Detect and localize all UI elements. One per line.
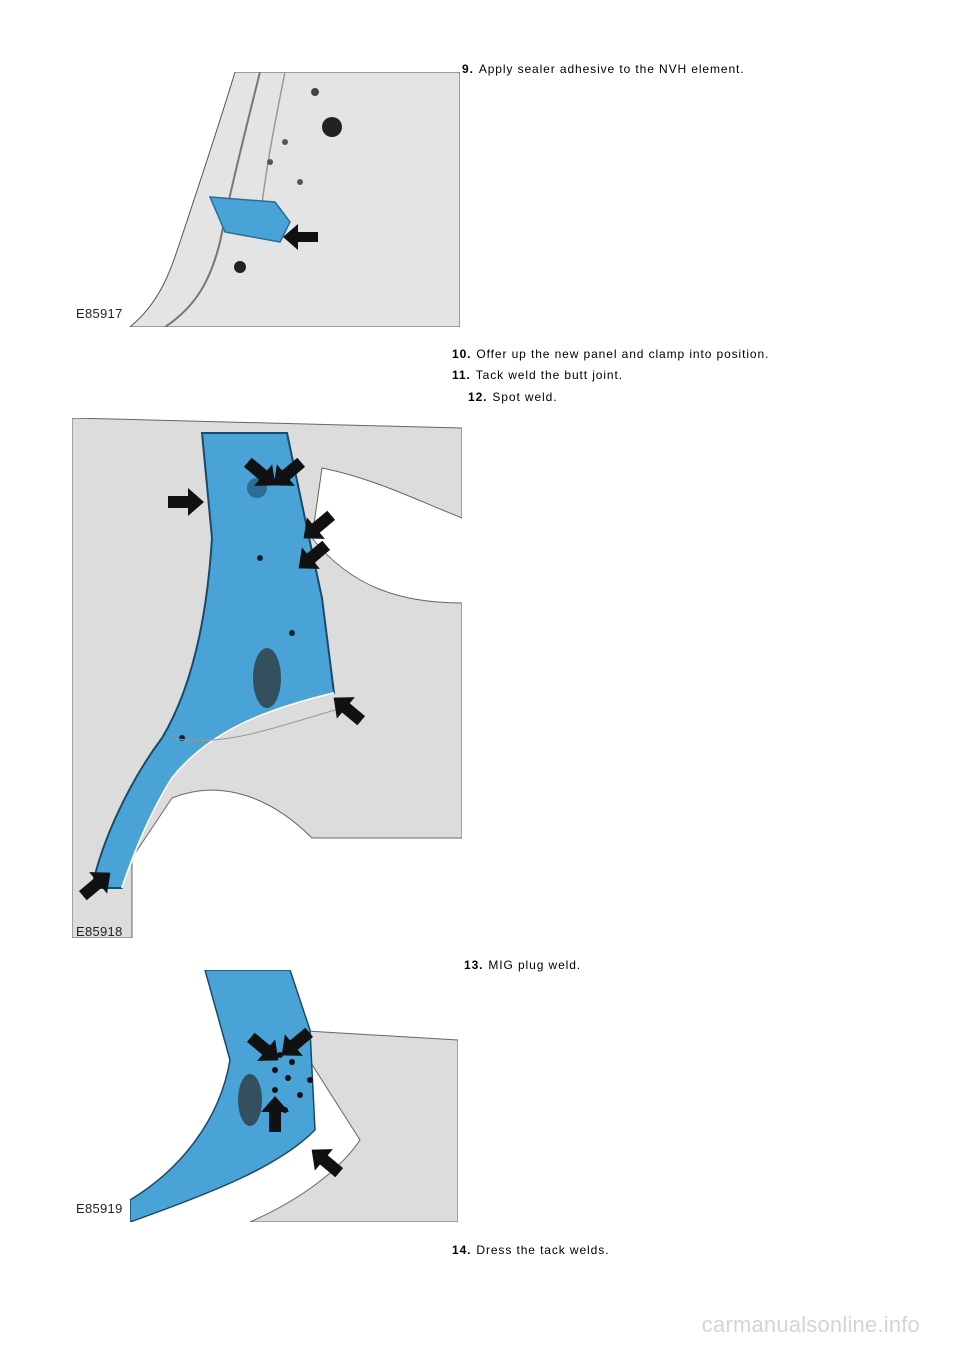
step-number: 12.	[468, 390, 488, 404]
watermark: carmanualsonline.info	[701, 1312, 920, 1337]
figure-nvh-element	[70, 72, 460, 327]
step-text: Apply sealer adhesive to the NVH element.	[478, 62, 745, 76]
step-text: Tack weld the butt joint.	[475, 368, 623, 382]
figure-plug-weld	[130, 970, 458, 1222]
step-12	[468, 390, 557, 404]
step-text: Dress the tack welds.	[476, 1243, 610, 1257]
butt-joint-illustration	[72, 418, 462, 938]
step-text: Offer up the new panel and clamp into position.	[476, 347, 770, 361]
step-11	[452, 368, 623, 382]
step-9	[462, 62, 745, 76]
step-number: 10.	[452, 347, 472, 361]
plug-weld-illustration	[130, 970, 458, 1222]
nvh-element-illustration	[70, 72, 460, 327]
step-10	[452, 347, 769, 361]
step-13	[464, 958, 581, 972]
step-text: Spot weld.	[492, 390, 558, 404]
step-text: MIG plug weld.	[488, 958, 582, 972]
step-number: 11.	[452, 368, 471, 382]
step-14	[452, 1243, 609, 1257]
figure-label: E85919	[76, 1201, 123, 1216]
figure-butt-joint	[72, 418, 462, 938]
figure-label: E85917	[76, 306, 123, 321]
figure-label: E85918	[76, 924, 123, 939]
step-number: 14.	[452, 1243, 472, 1257]
step-number: 13.	[464, 958, 484, 972]
step-number: 9.	[462, 62, 474, 76]
